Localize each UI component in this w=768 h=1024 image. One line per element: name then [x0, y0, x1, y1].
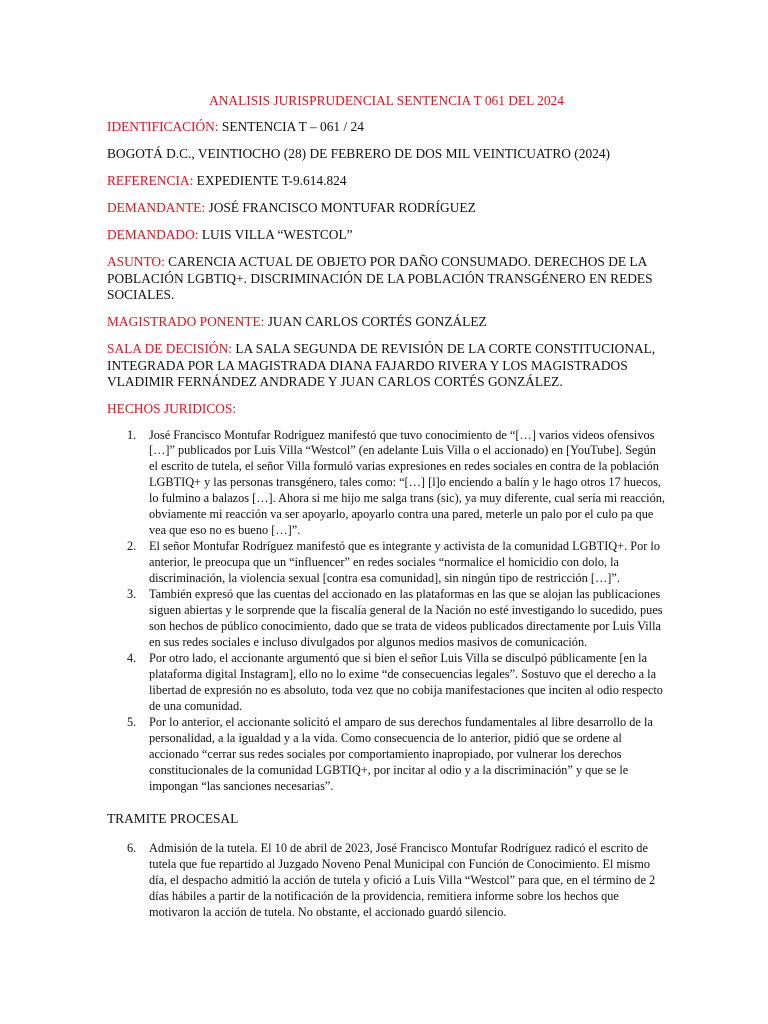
field-label: IDENTIFICACIÓN: — [107, 119, 219, 134]
list-number: 3. — [127, 587, 137, 602]
field-value: CARENCIA ACTUAL DE OBJETO POR DAÑO CONSUMADO. DERECHOS DE LA POBLACIÓN LGBTIQ+. DISCRIMINACIÓN DE LA POBLACIÓN TRANSGÉNERO EN REDES SOCIALES. — [107, 254, 653, 302]
field-value: JOSÉ FRANCISCO MONTUFAR RODRÍGUEZ — [205, 200, 476, 215]
field-label: ASUNTO: — [107, 254, 165, 269]
field-label: SALA DE DECISIÓN: — [107, 341, 232, 356]
list-text: También expresó que las cuentas del accionado en las plataformas en las que se alojan las publicaciones siguen abiertas y le sorprende que la fiscalía general de la Nación no esté investigando lo sucedido, pues son hechos de público conocimiento, dado que se trata de videos publicados directamente por Luis Villa en sus redes sociales e incluso divulgados por algunos medios masivos de comunicación. — [149, 587, 663, 649]
field-label: MAGISTRADO PONENTE: — [107, 314, 265, 329]
list-number: 5. — [127, 715, 137, 729]
field-sala-decision — [107, 341, 666, 391]
field-label: DEMANDANTE: — [107, 200, 206, 215]
list-item — [127, 841, 666, 921]
list-number: 2. — [127, 539, 137, 554]
field-value: JUAN CARLOS CORTÉS GONZÁLEZ — [264, 314, 487, 329]
list-number: 6. — [127, 841, 137, 856]
hechos-list — [107, 428, 666, 795]
list-number: 1. — [127, 427, 137, 442]
field-label: REFERENCIA: — [107, 173, 194, 188]
list-item — [127, 587, 666, 651]
hechos-heading: HECHOS JURIDICOS: — [107, 401, 237, 416]
tramite-heading: TRAMITE PROCESAL — [107, 810, 239, 826]
field-demandante — [107, 200, 666, 217]
field-fecha — [107, 146, 666, 163]
document-title: ANALISIS JURISPRUDENCIAL SENTENCIA T 061 DEL 2024 — [209, 93, 564, 108]
field-value: SENTENCIA T – 061 / 24 — [218, 119, 364, 134]
list-item — [127, 651, 666, 715]
tramite-list — [107, 841, 666, 921]
list-text: José Francisco Montufar Rodríguez manifestó que tuvo conocimiento de “[…] varios videos ofensivos […]” publicados por Luis Villa “Westcol” (en adelante Luis Villa o el accionado) en [YouTube]. Según el escrito de tutela, el señor Villa formuló varias expresiones en redes sociales en contra de la población LGBTIQ+ y las personas transgénero, tales como: “[…] [l]o enciendo a balín y le hago otros 17 huecos, lo fulmino a balazos […]. Ahora si me hijo me salga trans (sic), ya muy diferente, cual sería mi reacción, obviamente mi reacción va ser apoyarlo, apoyarlo contra una pared, meterle un palo por el culo pa que vea que eso no es bueno […]”. — [149, 427, 665, 537]
field-value: LA SALA SEGUNDA DE REVISIÓN DE LA CORTE CONSTITUCIONAL, INTEGRADA POR LA MAGISTRADA DIANA FAJARDO RIVERA Y LOS MAGISTRADOS VLADIMIR FERNÁNDEZ ANDRADE Y JUAN CARLOS CORTÉS GONZÁLEZ. — [107, 341, 656, 389]
field-identificacion — [107, 119, 666, 136]
list-text: Por otro lado, el accionante argumentó que si bien el señor Luis Villa se disculpó públicamente [en la plataforma digital Instagram], ello no lo exime “de consecuencias legales”. Sostuvo que el derecho a la libertad de expresión no es absoluto, toda vez que no cobija manifestaciones que inciten al odio respecto de una comunidad. — [149, 651, 663, 713]
field-magistrado-ponente — [107, 314, 666, 331]
field-label: DEMANDADO: — [107, 227, 199, 242]
list-text: El señor Montufar Rodríguez manifestó que es integrante y activista de la comunidad LGBTIQ+. Por lo anterior, le preocupa que un “influencer” en redes sociales “normalice el homicidio con dolo, la discriminación, la violencia sexual [contra esa comunidad], sin ningún tipo de restricción […]”. — [149, 539, 660, 585]
list-item — [127, 715, 666, 795]
field-asunto — [107, 254, 666, 304]
field-value: BOGOTÁ D.C., VEINTIOCHO (28) DE FEBRERO DE DOS MIL VEINTICUATRO (2024) — [107, 146, 610, 161]
list-item — [127, 539, 666, 587]
list-text: Por lo anterior, el accionante solicitó el amparo de sus derechos fundamentales al libre desarrollo de la personalidad, a la igualdad y a la vida. Como consecuencia de lo anterior, pidió que se ordene al accionado “cerrar sus redes sociales por comportamiento inapropiado, por vulnerar los derechos constitucionales de la comunidad LGBTIQ+, por incitar al odio y a la discriminación” y que se le impongan “las sanciones necesarias”. — [149, 715, 653, 793]
field-referencia — [107, 173, 666, 190]
list-item — [127, 427, 666, 539]
field-value: LUIS VILLA “WESTCOL” — [198, 227, 353, 242]
field-demandado — [107, 227, 666, 244]
list-text: Admisión de la tutela. El 10 de abril de 2023, José Francisco Montufar Rodríguez radicó el escrito de tutela que fue repartido al Juzgado Noveno Penal Municipal con Función de Conocimiento. El mismo día, el despacho admitió la acción de tutela y ofició a Luis Villa “Westcol” para que, en el término de 2 días hábiles a partir de la notificación de la providencia, remitiera informe sobre los hechos que motivaron la acción de tutela. No obstante, el accionado guardó silencio. — [149, 841, 656, 919]
field-value: EXPEDIENTE T-9.614.824 — [193, 173, 347, 188]
list-number: 4. — [127, 651, 137, 666]
